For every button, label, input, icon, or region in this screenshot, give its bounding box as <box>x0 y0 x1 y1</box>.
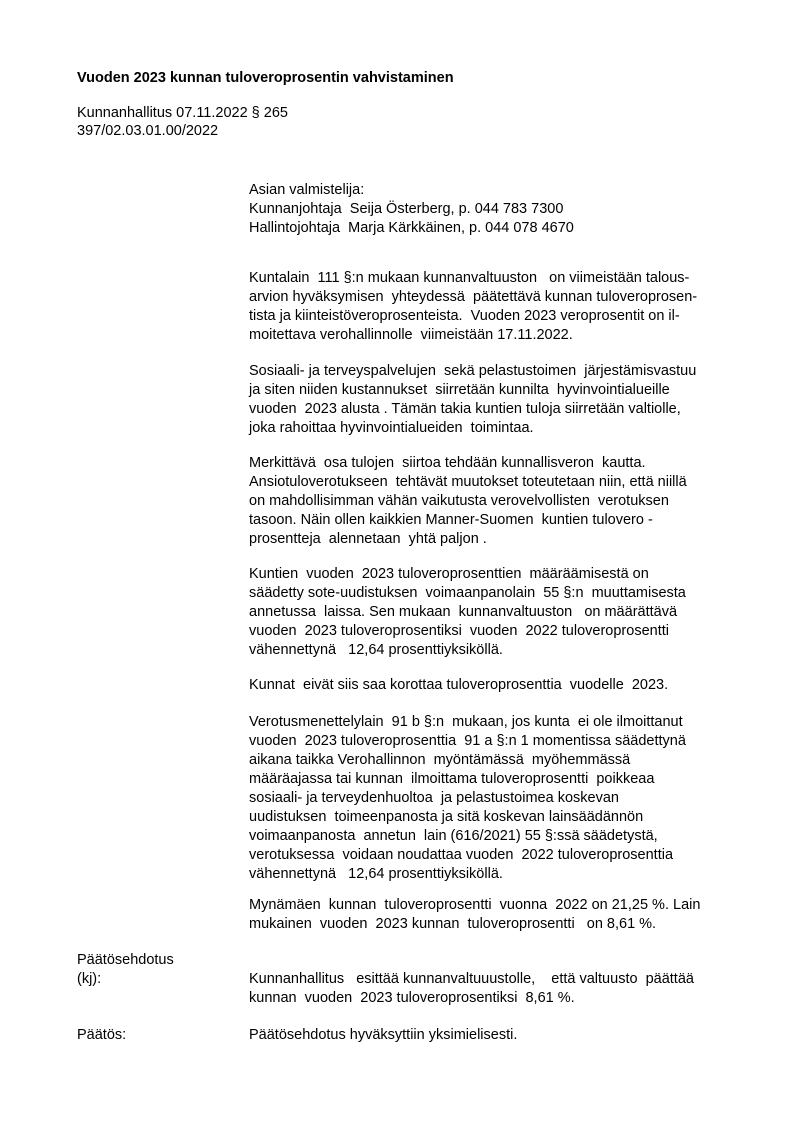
text-line: arvion hyväksymisen yhteydessä päätettävä kunnan tuloveroprosen- <box>249 289 698 305</box>
paragraph-1 <box>249 269 749 345</box>
text-line: ja siten niiden kustannukset siirretään kunnilta hyvinvointialueille <box>249 382 670 398</box>
text-line: Sosiaali- ja terveyspalvelujen sekä pelastustoimen järjestämisvastuu <box>249 363 697 379</box>
text-line: prosentteja alennetaan yhtä paljon . <box>249 531 487 547</box>
text-line: säädetty sote-uudistuksen voimaanpanolain 55 §:n muuttamisesta <box>249 585 686 601</box>
text-line: mukainen vuoden 2023 kunnan tuloveroprosentti on 8,61 %. <box>249 916 657 932</box>
text-line: vuoden 2023 tuloveroprosentiksi vuoden 2022 tuloveroprosentti <box>249 623 669 639</box>
text-line: sosiaali- ja terveydenhuoltoa ja pelastustoimea koskevan <box>249 790 619 806</box>
text-line: määräajassa tai kunnan ilmoittama tuloveroprosentti poikkeaa <box>249 771 655 787</box>
paragraph-6 <box>249 713 749 884</box>
proposal-label-line-2: (kj): <box>77 971 102 987</box>
proposal-label-line-1: Päätösehdotus <box>77 952 174 968</box>
text-line: Kuntalain 111 §:n mukaan kunnanvaltuuston on viimeistään talous- <box>249 270 690 286</box>
text-line: voimaanpanosta annetun lain (616/2021) 55 §:ssä säädetystä, <box>249 828 658 844</box>
preparers-heading: Asian valmistelija: <box>249 182 365 198</box>
text-line: vuoden 2023 tuloveroprosenttia 91 a §:n 1 momentissa säädettynä <box>249 733 686 749</box>
decision-text: Päätösehdotus hyväksyttiin yksimielisesti. <box>249 1027 518 1043</box>
text-line: verotuksessa voidaan noudattaa vuoden 2022 tuloveroprosenttia <box>249 847 674 863</box>
meeting-reference: Kunnanhallitus 07.11.2022 § 265 <box>77 105 288 121</box>
document-title: Vuoden 2023 kunnan tuloveroprosentin vahvistaminen <box>77 70 454 86</box>
text-line: annetussa laissa. Sen mukaan kunnanvaltuuston on määrättävä <box>249 604 678 620</box>
text-line: moitettava verohallinnolle viimeistään 17.11.2022. <box>249 327 573 343</box>
diary-number: 397/02.03.01.00/2022 <box>77 123 219 139</box>
paragraph-4 <box>249 565 749 660</box>
text-line: Verotusmenettelylain 91 b §:n mukaan, jos kunta ei ole ilmoittanut <box>249 714 683 730</box>
text-line: vähennettynä 12,64 prosenttiyksiköllä. <box>249 866 503 882</box>
text-line: Kunnanhallitus esittää kunnanvaltuuustolle, että valtuusto päättää <box>249 971 694 987</box>
proposal-text <box>249 970 749 1008</box>
preparer-2: Hallintojohtaja Marja Kärkkäinen, p. 044 078 4670 <box>249 220 574 236</box>
text-line: Kunnat eivät siis saa korottaa tuloveroprosenttia vuodelle 2023. <box>249 677 669 693</box>
text-line: uudistuksen toimeenpanosta ja sitä koskevan lainsäädännön <box>249 809 644 825</box>
preparers-block <box>249 181 749 238</box>
preparer-1: Kunnanjohtaja Seija Österberg, p. 044 783 7300 <box>249 201 564 217</box>
text-line: tasoon. Näin ollen kaikkien Manner-Suomen kuntien tulovero - <box>249 512 653 528</box>
paragraph-7 <box>249 896 749 934</box>
decision-label: Päätös: <box>77 1027 127 1043</box>
text-line: Ansiotuloverotukseen tehtävät muutokset toteutetaan niin, että niillä <box>249 474 687 490</box>
text-line: vuoden 2023 alusta . Tämän takia kuntien tuloja siirretään valtiolle, <box>249 401 681 417</box>
proposal-label <box>77 951 174 989</box>
text-line: kunnan vuoden 2023 tuloveroprosentiksi 8,61 %. <box>249 990 575 1006</box>
text-line: tista ja kiinteistöveroprosenteista. Vuoden 2023 veroprosentit on il- <box>249 308 680 324</box>
text-line: Kuntien vuoden 2023 tuloveroprosenttien määräämisestä on <box>249 566 649 582</box>
text-line: aikana taikka Verohallinnon myöntämässä myöhemmässä <box>249 752 631 768</box>
text-line: vähennettynä 12,64 prosenttiyksiköllä. <box>249 642 503 658</box>
text-line: joka rahoittaa hyvinvointialueiden toimintaa. <box>249 420 534 436</box>
text-line: on mahdollisimman vähän vaikutusta verovelvollisten verotuksen <box>249 493 669 509</box>
paragraph-5 <box>249 676 749 695</box>
text-line: Merkittävä osa tulojen siirtoa tehdään kunnallisveron kautta. <box>249 455 646 471</box>
paragraph-3 <box>249 454 749 549</box>
paragraph-2 <box>249 362 749 438</box>
text-line: Mynämäen kunnan tuloveroprosentti vuonna 2022 on 21,25 %. Lain <box>249 897 701 913</box>
